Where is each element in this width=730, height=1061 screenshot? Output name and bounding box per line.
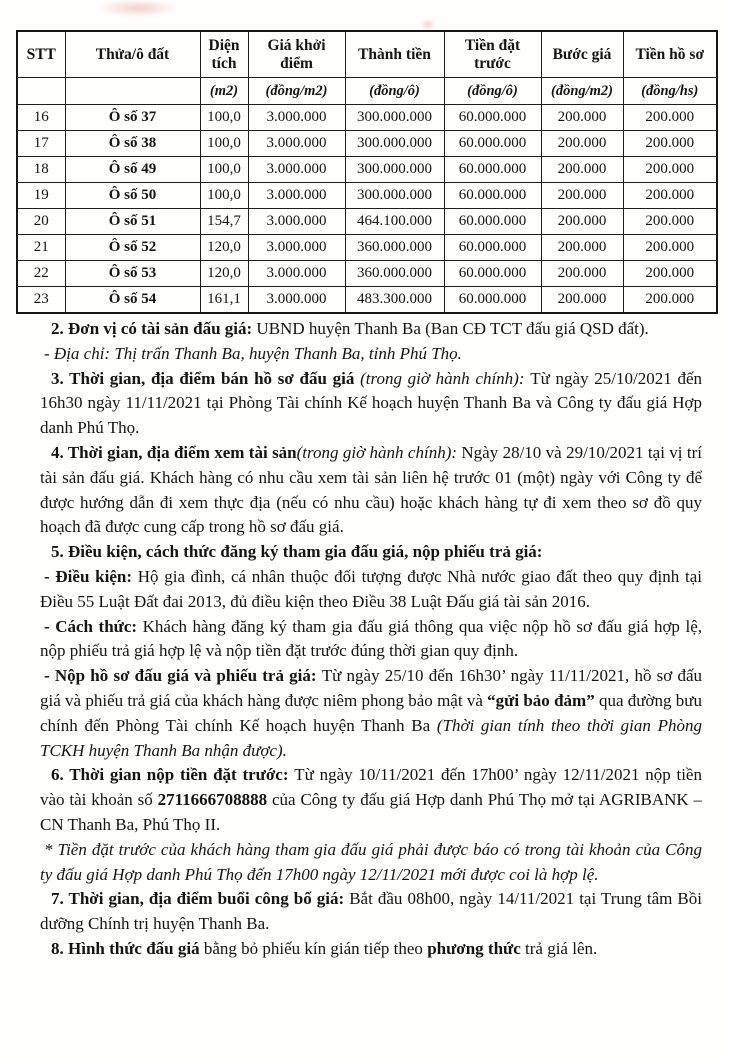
table-row	[17, 235, 717, 261]
column-unit: (đồng/ô)	[444, 78, 541, 105]
column-unit	[17, 78, 65, 105]
scan-smudge	[98, 0, 178, 16]
text-run: 7. Thời gian, địa điểm buổi công bố giá:	[51, 889, 350, 909]
text-run: bằng bỏ phiếu kín gián tiếp theo	[203, 938, 428, 958]
text-run: 8. Hình thức đấu giá	[51, 938, 204, 958]
text-run: qua đường bưu chính đến Phòng Tài chính Kế hoạch huyện Thanh Ba	[40, 690, 702, 735]
text-run: 2711666708888	[157, 790, 273, 810]
table-cell: 3.000.000	[248, 157, 345, 183]
table-row	[17, 261, 717, 287]
text-run: Bắt đầu 08h00, ngày 14/11/2021 tại Trung tâm Bồi dưỡng Chính trị huyện Thanh Ba.	[40, 889, 702, 934]
table-cell: 22	[17, 261, 65, 287]
lot-name-cell: Ô số 52	[65, 235, 200, 261]
text-run: 4. Thời gian, địa điểm xem tài sản	[51, 442, 297, 462]
table-cell: 3.000.000	[248, 261, 345, 287]
table-cell: 100,0	[200, 157, 248, 183]
scan-smudge	[420, 19, 436, 30]
table-cell: 200.000	[623, 261, 717, 287]
table-cell: 200.000	[623, 105, 717, 131]
table-cell: 300.000.000	[345, 105, 444, 131]
text-run: Từ ngày 25/10 đến 16h30’ ngày 11/11/2021, hồ sơ đấu giá và phiếu trả giá của khách hàng được niêm phong bảo mật và	[40, 666, 702, 710]
text-run: * Tiền đặt trước của khách hàng tham gia đấu giá phải được báo có trong tài khoản của Công ty đấu giá Hợp danh Phú Thọ đến 17h00 ngày 12/11/2021 mới được coi là hợp lệ.	[40, 839, 702, 884]
column-unit: (m2)	[200, 78, 248, 105]
text-run: phương thức	[427, 938, 526, 958]
lot-name-cell: Ô số 51	[65, 209, 200, 235]
table-cell: 120,0	[200, 261, 248, 287]
table-header-labels	[17, 31, 717, 78]
table-cell: 200.000	[623, 287, 717, 314]
lot-name-cell: Ô số 50	[65, 183, 200, 209]
paragraph	[40, 887, 702, 937]
table-cell: 154,7	[200, 209, 248, 235]
table-cell: 60.000.000	[444, 157, 541, 183]
table-cell: 300.000.000	[345, 157, 444, 183]
lot-name-cell: Ô số 38	[65, 131, 200, 157]
table-cell: 200.000	[623, 235, 717, 261]
notice-body	[40, 317, 702, 962]
column-header: Diện tích	[200, 31, 248, 78]
auction-lot-table	[16, 30, 718, 314]
paragraph	[40, 838, 702, 888]
paragraph	[40, 763, 702, 837]
column-header: Giá khởi điểm	[248, 31, 345, 78]
paragraph	[40, 540, 702, 565]
text-run: UBND huyện Thanh Ba (Ban CĐ TCT đấu giá QSD đất).	[256, 319, 649, 338]
table-row	[17, 183, 717, 209]
table-cell: 60.000.000	[444, 183, 541, 209]
column-unit: (đồng/m2)	[541, 78, 623, 105]
table-row	[17, 105, 717, 131]
table-cell: 200.000	[541, 131, 623, 157]
table-cell: 3.000.000	[248, 209, 345, 235]
table-cell: 161,1	[200, 287, 248, 314]
text-run: - Nộp hồ sơ đấu giá và phiếu trả giá:	[44, 666, 322, 686]
table-cell: 200.000	[541, 261, 623, 287]
text-run: Khách hàng đăng ký tham gia đấu giá thông qua việc nộp hồ sơ đấu giá hợp lệ, nộp phiếu trả giá hợp lệ và nộp tiền đặt trước đúng thời gian quy định.	[40, 616, 703, 661]
column-unit: (đồng/hs)	[623, 78, 717, 105]
text-run: (trong giờ hành chính):	[296, 442, 462, 462]
table-cell: 3.000.000	[248, 183, 345, 209]
table-cell: 200.000	[623, 157, 717, 183]
table-cell: 60.000.000	[444, 287, 541, 314]
text-run: 2. Đơn vị có tài sản đấu giá:	[51, 319, 257, 338]
table-cell: 120,0	[200, 235, 248, 261]
table-cell: 200.000	[541, 183, 623, 209]
text-run: (trong giờ hành chính):	[360, 368, 531, 388]
paragraph	[40, 317, 702, 342]
paragraph	[40, 441, 702, 540]
column-header: STT	[17, 31, 65, 78]
paragraph	[40, 937, 702, 962]
text-run: của Công ty đấu giá Hợp danh Phú Thọ mở tại AGRIBANK – CN Thanh Ba, Phú Thọ II.	[40, 790, 702, 834]
table-cell: 100,0	[200, 131, 248, 157]
table-header	[17, 31, 717, 105]
table-cell: 18	[17, 157, 65, 183]
text-run: 5. Điều kiện, cách thức đăng ký tham gia đấu giá, nộp phiếu trả giá:	[51, 542, 543, 562]
column-header: Bước giá	[541, 31, 623, 78]
paragraph	[40, 615, 702, 665]
table-cell: 200.000	[541, 235, 623, 261]
text-run: 3. Thời gian, địa điểm bán hồ sơ đấu giá	[51, 368, 361, 388]
table-cell: 3.000.000	[248, 131, 345, 157]
lot-table-body	[17, 105, 717, 314]
table-cell: 3.000.000	[248, 235, 345, 261]
table-cell: 100,0	[200, 105, 248, 131]
column-header: Tiền hồ sơ	[623, 31, 717, 78]
table-cell: 360.000.000	[345, 261, 444, 287]
column-header: Thửa/ô đất	[65, 31, 200, 78]
table-row	[17, 209, 717, 235]
text-run: Ngày 28/10 và 29/10/2021 tại vị trí tài sản đấu giá. Khách hàng có nhu cầu xem tài sản liên hệ trước 01 (một) ngày với Công ty để được hướng dẫn đi xem thực địa (nếu có nhu cầu) hoặc khách hàng tự đi xem theo sơ đồ quy hoạch đã được cung cấp trong hồ sơ đấu giá.	[40, 442, 702, 537]
table-cell: 200.000	[541, 157, 623, 183]
lot-name-cell: Ô số 37	[65, 105, 200, 131]
text-run: Hộ gia đình, cá nhân thuộc đối tượng được Nhà nước giao đất theo quy định tại Điều 55 Luật Đất đai 2013, đủ điều kiện theo Điều 38 Luật Đấu giá tài sản 2016.	[40, 566, 703, 611]
table-cell: 3.000.000	[248, 105, 345, 131]
table-cell: 300.000.000	[345, 131, 444, 157]
paragraph	[40, 367, 702, 441]
paragraph	[40, 565, 702, 615]
table-cell: 483.300.000	[345, 287, 444, 314]
table-cell: 200.000	[623, 209, 717, 235]
table-cell: 23	[17, 287, 65, 314]
lot-name-cell: Ô số 49	[65, 157, 200, 183]
column-header: Tiền đặt trước	[444, 31, 541, 78]
text-run: Từ ngày 10/11/2021 đến 17h00’ ngày 12/11/2021 nộp tiền vào tài khoản số	[40, 765, 702, 810]
table-cell: 60.000.000	[444, 261, 541, 287]
lot-name-cell: Ô số 53	[65, 261, 200, 287]
text-run: - Cách thức:	[44, 616, 143, 636]
column-unit: (đồng/ô)	[345, 78, 444, 105]
table-cell: 21	[17, 235, 65, 261]
column-header: Thành tiền	[345, 31, 444, 78]
table-cell: 20	[17, 209, 65, 235]
table-cell: 200.000	[623, 183, 717, 209]
text-run: - Điều kiện:	[44, 566, 138, 586]
table-header-units	[17, 78, 717, 105]
table-row	[17, 157, 717, 183]
table-cell: 200.000	[541, 209, 623, 235]
table-cell: 60.000.000	[444, 235, 541, 261]
column-unit	[65, 78, 200, 105]
table-cell: 60.000.000	[444, 209, 541, 235]
text-run: “gửi bảo đảm”	[487, 690, 595, 710]
table-cell: 100,0	[200, 183, 248, 209]
table-cell: 300.000.000	[345, 183, 444, 209]
text-run: trả giá lên.	[525, 938, 598, 958]
table-cell: 60.000.000	[444, 131, 541, 157]
lot-name-cell: Ô số 54	[65, 287, 200, 314]
text-run: Từ ngày 25/10/2021 đến 16h30 ngày 11/11/2021 tại Phòng Tài chính Kế hoạch huyện Thanh Ba và Công ty đấu giá Hợp danh Phú Thọ.	[40, 368, 703, 438]
table-cell: 200.000	[623, 131, 717, 157]
text-run: (Thời gian tính theo thời gian Phòng TCKH huyện Thanh Ba nhận được).	[40, 715, 702, 760]
table-cell: 17	[17, 131, 65, 157]
table-cell: 464.100.000	[345, 209, 444, 235]
text-run: 6. Thời gian nộp tiền đặt trước:	[51, 765, 295, 785]
paragraph	[40, 342, 702, 367]
column-unit: (đồng/m2)	[248, 78, 345, 105]
table-cell: 60.000.000	[444, 105, 541, 131]
text-run: - Địa chỉ: Thị trấn Thanh Ba, huyện Thanh Ba, tỉnh Phú Thọ.	[44, 343, 462, 363]
table-cell: 200.000	[541, 287, 623, 314]
table-cell: 16	[17, 105, 65, 131]
table-cell: 360.000.000	[345, 235, 444, 261]
table-cell: 200.000	[541, 105, 623, 131]
table-cell: 19	[17, 183, 65, 209]
table-row	[17, 131, 717, 157]
table-cell: 3.000.000	[248, 287, 345, 314]
paragraph	[40, 664, 702, 763]
table-row	[17, 287, 717, 314]
